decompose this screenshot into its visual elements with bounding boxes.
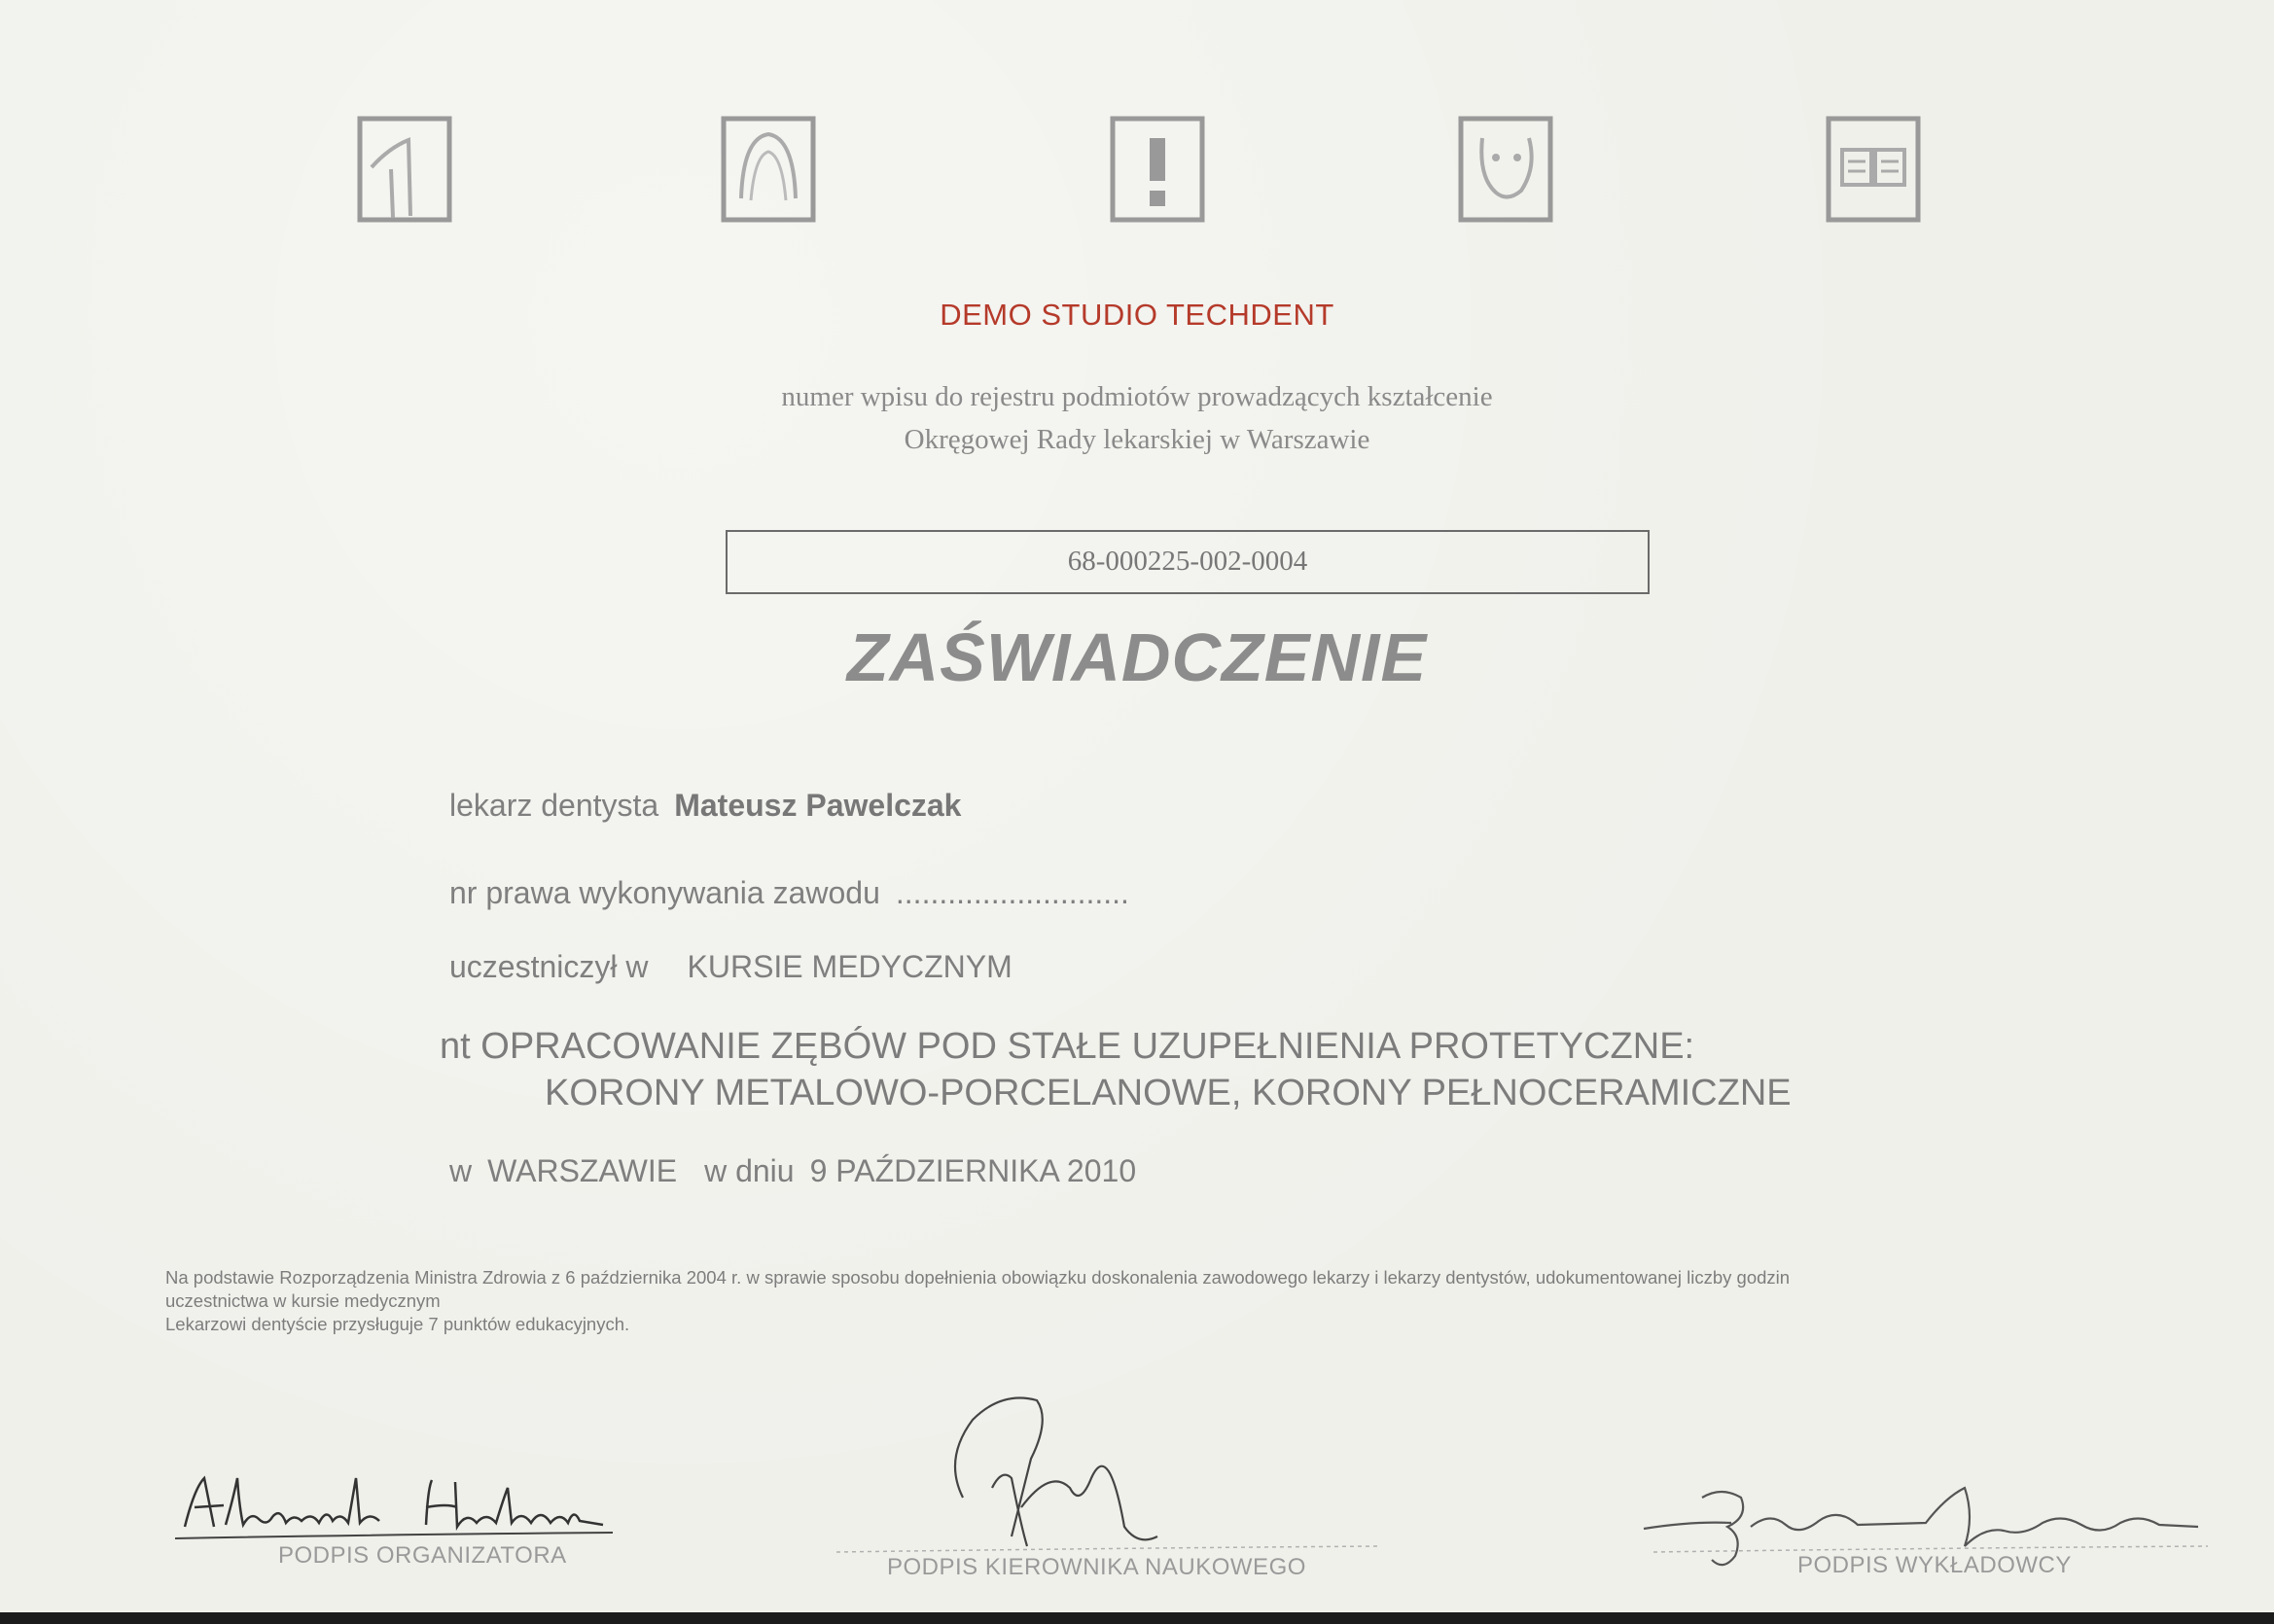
topic-prefix: nt (440, 1026, 471, 1067)
participation-line (449, 949, 1013, 985)
lecturer-signature-block (1634, 1478, 2218, 1595)
topic-line-2: KORONY METALOWO-PORCELANOWE, KORONY PEŁNOCERAMICZNE (545, 1073, 1792, 1113)
tooth-icon (352, 109, 457, 228)
legal-line-2: uczestnictwa w kursie medycznym (165, 1290, 441, 1311)
license-value: ........................... (895, 875, 1129, 910)
warning-icon (1105, 109, 1210, 228)
organizer-signature (165, 1468, 632, 1546)
place-date-line (449, 1153, 1136, 1189)
organizer-label: PODPIS ORGANIZATORA (278, 1542, 567, 1569)
legal-note (165, 1266, 2140, 1336)
scan-bottom-edge (0, 1612, 2274, 1624)
dental-arch-icon (716, 109, 821, 228)
scientific-signature-block (836, 1381, 1381, 1595)
participation-label: uczestniczył w (449, 949, 649, 984)
certificate-title: ZAŚWIADCZENIE (846, 619, 1428, 695)
topic-line-1: OPRACOWANIE ZĘBÓW POD STAŁE UZUPEŁNIENIA PROTETYCZNE: (480, 1026, 1695, 1067)
scientific-label: PODPIS KIEROWNIKA NAUKOWEGO (887, 1554, 1306, 1580)
registry-line-1: numer wpisu do rejestru podmiotów prowadzących kształcenie (781, 381, 1493, 412)
date-prefix: w dniu (704, 1153, 795, 1188)
place: WARSZAWIE (487, 1153, 678, 1188)
lecturer-label: PODPIS WYKŁADOWCY (1797, 1552, 2072, 1578)
license-label: nr prawa wykonywania zawodu (449, 875, 880, 910)
book-icon (1821, 109, 1926, 228)
legal-line-1: Na podstawie Rozporządzenia Ministra Zdrowia z 6 października 2004 r. w sprawie sposobu dopełnienia obowiązku doskonalenia zawodowego lekarzy i lekarzy dentystów, udokumentowanej liczby godzin (165, 1267, 1791, 1288)
registry-description (0, 375, 2274, 461)
course-type: KURSIE MEDYCZNYM (687, 949, 1013, 984)
registry-number-box (726, 530, 1650, 594)
legal-line-3: Lekarzowi dentyście przysługuje 7 punktów edukacyjnych. (165, 1314, 630, 1334)
registry-number: 68-000225-002-0004 (1067, 546, 1308, 577)
registry-line-2: Okręgowej Rady lekarskiej w Warszawie (904, 424, 1370, 455)
organization-name: DEMO STUDIO TECHDENT (940, 298, 1334, 332)
place-prefix: w (449, 1153, 473, 1188)
doctor-label: lekarz dentysta (449, 788, 659, 823)
license-line (449, 875, 1129, 911)
organizer-signature-block (165, 1468, 632, 1575)
face-icon (1453, 109, 1558, 228)
course-topic (440, 1023, 1792, 1116)
date: 9 PAŹDZIERNIKA 2010 (809, 1153, 1137, 1188)
doctor-line (449, 788, 961, 824)
scientific-signature (836, 1381, 1381, 1575)
doctor-name: Mateusz Pawelczak (674, 788, 962, 823)
